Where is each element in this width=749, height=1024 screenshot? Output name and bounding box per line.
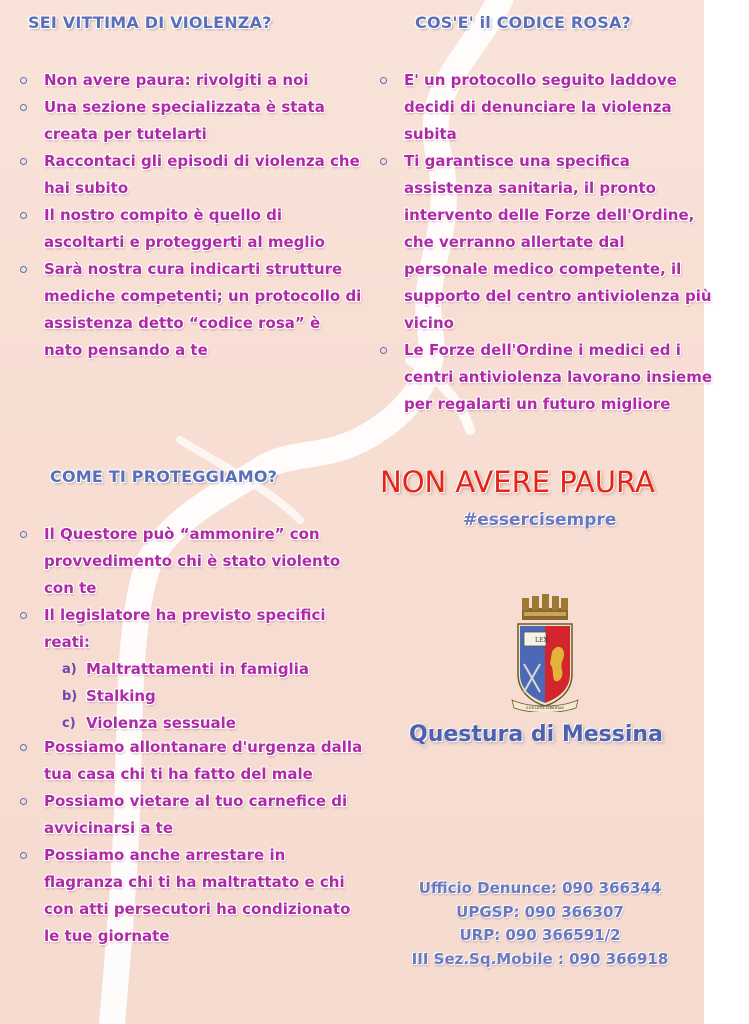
- list-violence: [18, 67, 363, 364]
- heading-protect: COME TI PROTEGGIAMO?: [50, 467, 278, 486]
- sublist-item-text: Violenza sessuale: [86, 714, 236, 732]
- list-item-text: Raccontaci gli episodi di violenza che hai subito: [44, 152, 360, 197]
- list-item-text: Ti garantisce una specifica assistenza sanitaria, il pronto intervento delle Forze dell'Ordine, che verranno allertate dal personale medico competente, il supporto del centro antiviolenza più vicino: [404, 152, 712, 332]
- list-item-text: Possiamo allontanare d'urgenza dalla tua casa chi ti ha fatto del male: [44, 738, 363, 783]
- list-item: [18, 788, 363, 842]
- heading-violence: SEI VITTIMA DI VIOLENZA?: [28, 13, 272, 32]
- list-item: [18, 94, 363, 148]
- list-item-text: Le Forze dell'Ordine i medici ed i centri antiviolenza lavorano insieme per regalarti un futuro migliore: [404, 341, 713, 413]
- bullet-icon: [20, 158, 27, 165]
- office-name: Questura di Messina: [409, 722, 663, 747]
- contact-line: URP: 090 366591/2: [459, 926, 621, 944]
- bullet-icon: [20, 266, 27, 273]
- bullet-icon: [20, 212, 27, 219]
- list-item: [18, 521, 363, 602]
- contact-line: UPGSP: 090 366307: [456, 902, 624, 921]
- sublist-marker: a): [62, 662, 77, 677]
- list-item-text: Il Questore può “ammonire” con provvedimento chi è stato violento con te: [44, 525, 341, 597]
- bullet-icon: [20, 612, 27, 619]
- list-item: [18, 148, 363, 202]
- police-emblem-icon: [510, 594, 580, 712]
- emblem-motto-text: SUB LEGE LIBERTAS: [526, 706, 564, 710]
- list-item-text: Possiamo anche arrestare in flagranza chi ti ha maltrattato e chi con atti persecutori ha condizionato le tue giornate: [44, 846, 351, 945]
- sublist-reati: [44, 656, 363, 737]
- list-item: [18, 734, 363, 788]
- bullet-icon: [20, 744, 27, 751]
- contacts-block: [395, 877, 685, 971]
- list-codice-rosa: [378, 67, 713, 418]
- bullet-icon: [20, 104, 27, 111]
- list-item-text: E' un protocollo seguito laddove decidi di denunciare la violenza subita: [404, 71, 677, 143]
- bullet-icon: [380, 347, 387, 354]
- list-item-text: Possiamo vietare al tuo carnefice di avvicinarsi a te: [44, 792, 348, 837]
- bullet-icon: [20, 77, 27, 84]
- list-item: [378, 67, 713, 148]
- sublist-item: [44, 683, 363, 710]
- slogan-title: NON AVERE PAURA: [380, 465, 655, 499]
- sublist-marker: c): [62, 716, 76, 731]
- sublist-item-text: Stalking: [86, 687, 156, 705]
- contact-line: Ufficio Denunce: 090 366344: [418, 879, 662, 897]
- bullet-icon: [20, 531, 27, 538]
- sublist-item-text: Maltrattamenti in famiglia: [86, 660, 309, 678]
- list-protect-continued: [18, 734, 363, 950]
- sublist-marker: b): [62, 689, 78, 704]
- list-item: [18, 256, 363, 364]
- list-item-text: Non avere paura: rivolgiti a noi: [44, 71, 309, 89]
- contact-line: III Sez.Sq.Mobile : 090 366918: [411, 949, 669, 968]
- emblem-lex-text: LEX: [535, 637, 548, 644]
- heading-codice-rosa: COS'E' il CODICE ROSA?: [415, 13, 632, 32]
- sublist-item: [44, 710, 363, 737]
- bullet-icon: [20, 798, 27, 805]
- list-item-text: Il legislatore ha previsto specifici reati:: [44, 606, 326, 651]
- hashtag: #essercisempre: [463, 510, 617, 530]
- list-item: [18, 202, 363, 256]
- bullet-icon: [380, 158, 387, 165]
- bullet-icon: [20, 852, 27, 859]
- sublist-item: [44, 656, 363, 683]
- list-item-text: Il nostro compito è quello di ascoltarti e proteggerti al meglio: [44, 206, 325, 251]
- list-item: [378, 148, 713, 337]
- list-item: [18, 842, 363, 950]
- list-item: [18, 67, 363, 94]
- list-item-text: Sarà nostra cura indicarti strutture mediche competenti; un protocollo di assistenza detto “codice rosa” è nato pensando a te: [44, 260, 362, 359]
- list-protect: [18, 521, 363, 737]
- list-item: [18, 602, 363, 737]
- list-item-text: Una sezione specializzata è stata creata per tutelarti: [44, 98, 325, 143]
- bullet-icon: [380, 77, 387, 84]
- list-item: [378, 337, 713, 418]
